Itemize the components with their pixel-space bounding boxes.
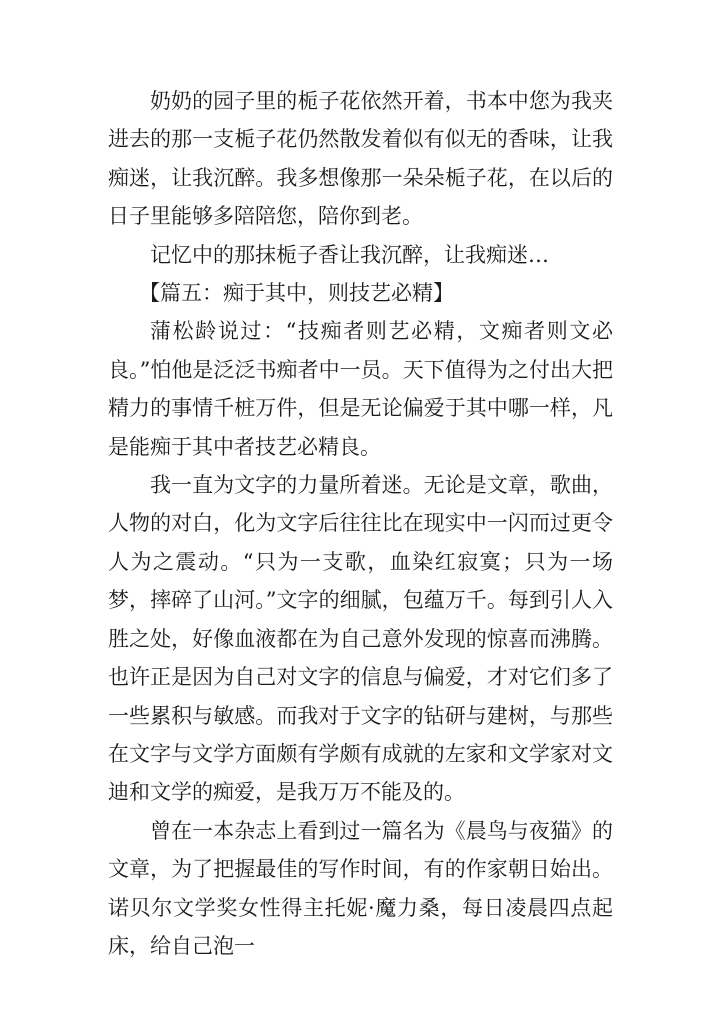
paragraph-gardenia-closing: 记忆中的那抹栀子香让我沉醉，让我痴迷… xyxy=(150,242,549,267)
essay-body xyxy=(108,82,613,965)
section-heading: 【篇五：痴于其中，则技艺必精】 xyxy=(139,281,454,306)
paragraph-pu-songling-quote: 蒲松龄说过：“技痴者则艺必精，文痴者则文必良。”怕他是泛泛书痴者中一员。天下值得为之付出大把精力的事情千桩万件，但是无论偏爱于其中哪一样，凡是能痴于其中者技艺必精良。 xyxy=(108,319,613,459)
paragraph-gardenia-memory: 奶奶的园子里的栀子花依然开着，书本中您为我夹进去的那一支栀子花仍然散发着似有似无的香味，让我痴迷，让我沉醉。我多想像那一朵朵栀子花，在以后的日子里能够多陪陪您，陪你到老。 xyxy=(108,89,613,229)
paragraph-magazine-article: 曾在一本杂志上看到过一篇名为《晨鸟与夜猫》的文章，为了把握最佳的写作时间，有的作家朝日始出。诺贝尔文学奖女性得主托妮·魔力桑，每日凌晨四点起床，给自己泡一 xyxy=(108,818,613,958)
paragraph-power-of-words: 我一直为文字的力量所着迷。无论是文章，歌曲，人物的对白，化为文字后往往比在现实中一闪而过更令人为之震动。“只为一支歌，血染红寂寞；只为一场梦，摔碎了山河。”文字的细腻，包蕴万千。每到引人入胜之处，好像血液都在为自己意外发现的惊喜而沸腾。也许正是因为自己对文字的信息与偏爱，才对它们多了一些累积与敏感。而我对于文字的钻研与建树，与那些在文字与文学方面颇有学颇有成就的左家和文学家对文迪和文学的痴爱，是我万万不能及的。 xyxy=(108,473,613,805)
